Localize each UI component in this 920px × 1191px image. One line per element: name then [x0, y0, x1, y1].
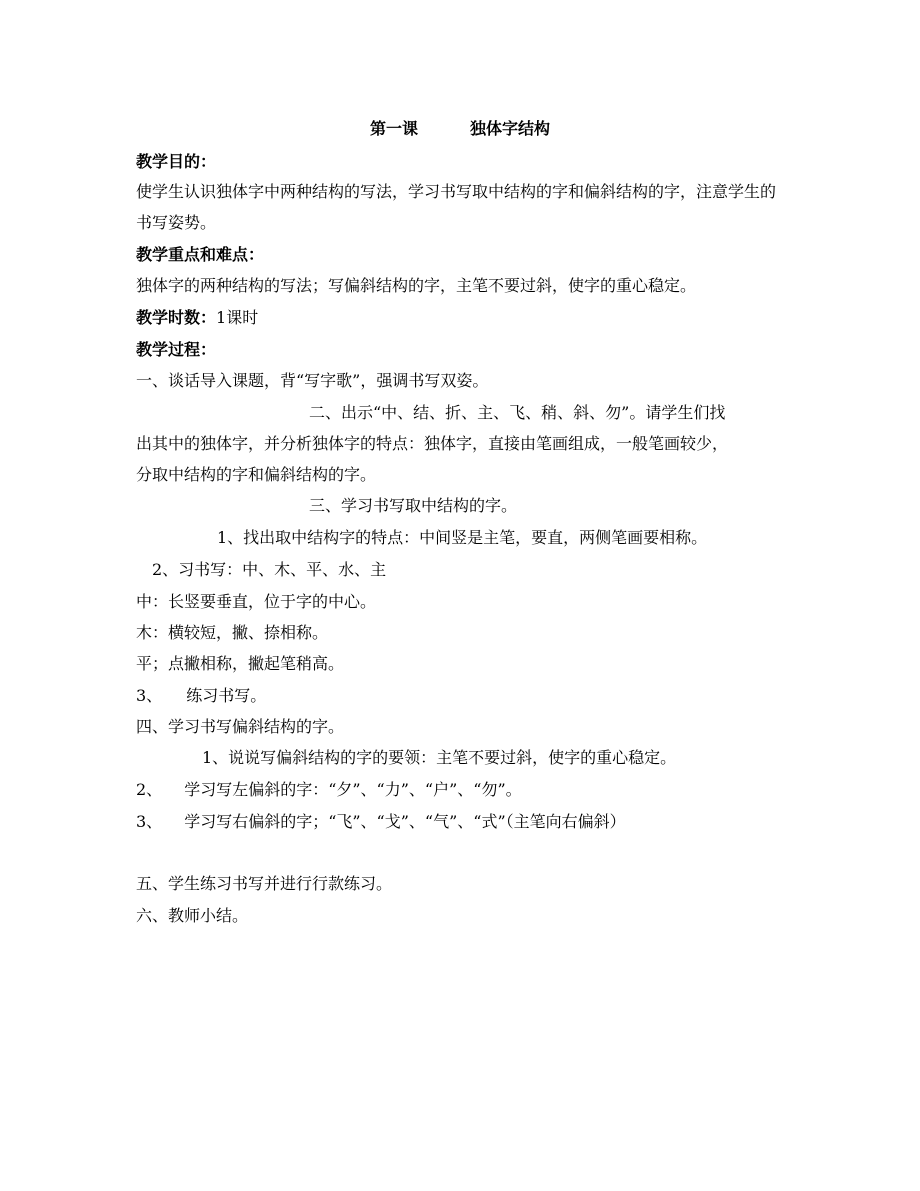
- step-4-2: [136, 780, 786, 800]
- key-points-text: 独体字的两种结构的写法；写偏斜结构的字，主笔不要过斜，使字的重心稳定。: [136, 276, 697, 295]
- step-4-1: 1、说说写偏斜结构的字的要领：主笔不要过斜，使字的重心稳定。: [202, 748, 677, 767]
- step-3-3-number: 3、: [136, 686, 163, 705]
- step-4-3-number: 3、: [136, 812, 163, 831]
- step-2-line-2: 出其中的独体字，并分析独体字的特点：独体字，直接由笔画组成，一般笔画较少，: [136, 434, 729, 453]
- step-4-3: [136, 812, 786, 832]
- lesson-title: [0, 119, 920, 139]
- objective-heading: 教学目的：: [136, 152, 217, 171]
- process-heading: 教学过程：: [136, 340, 217, 359]
- hours-label: 教学时数：: [136, 308, 217, 327]
- step-6: 六、教师小结。: [136, 906, 249, 925]
- step-2-line-3: 分取中结构的字和偏斜结构的字。: [136, 465, 377, 484]
- step-4-2-number: 2、: [136, 780, 163, 799]
- step-3-ping: 平；点撇相称，撇起笔稍高。: [136, 654, 345, 673]
- step-3-3: [136, 686, 786, 706]
- step-2-line-1: 二、出示“中、结、折、主、飞、稍、斜、勿”。请学生们找: [309, 403, 726, 422]
- step-3-1: 1、找出取中结构字的特点：中间竖是主笔，要直，两侧笔画要相称。: [217, 528, 708, 547]
- step-3-mu: 木：横较短，撇、捺相称。: [136, 623, 329, 642]
- step-3-3-text: 练习书写。: [186, 686, 267, 705]
- objective-text: 使学生认识独体字中两种结构的写法，学习书写取中结构的字和偏斜结构的字，注意学生的书写姿势。: [136, 182, 777, 232]
- hours-value: 1课时: [216, 308, 259, 327]
- step-3-2: 2、习书写：中、木、平、水、主: [152, 560, 387, 579]
- lesson-number: 第一课: [369, 119, 418, 138]
- lesson-topic: 独体字结构: [470, 119, 551, 138]
- key-points-heading: 教学重点和难点：: [136, 245, 265, 264]
- step-1: 一、谈话导入课题，背“写字歌”，强调书写双姿。: [136, 371, 489, 390]
- step-4-2-text: 学习写左偏斜的字：“夕”、“力”、“户”、“勿”。: [184, 780, 522, 799]
- step-4-3-text: 学习写右偏斜的字；“飞”、“戈”、“气”、“式”（主笔向右偏斜）: [184, 812, 626, 831]
- step-3: 三、学习书写取中结构的字。: [309, 496, 518, 515]
- step-3-zhong: 中：长竖要垂直，位于字的中心。: [136, 592, 377, 611]
- step-4: 四、学习书写偏斜结构的字。: [136, 717, 345, 736]
- step-5: 五、学生练习书写并进行行款练习。: [136, 874, 393, 893]
- hours-line: [136, 308, 786, 328]
